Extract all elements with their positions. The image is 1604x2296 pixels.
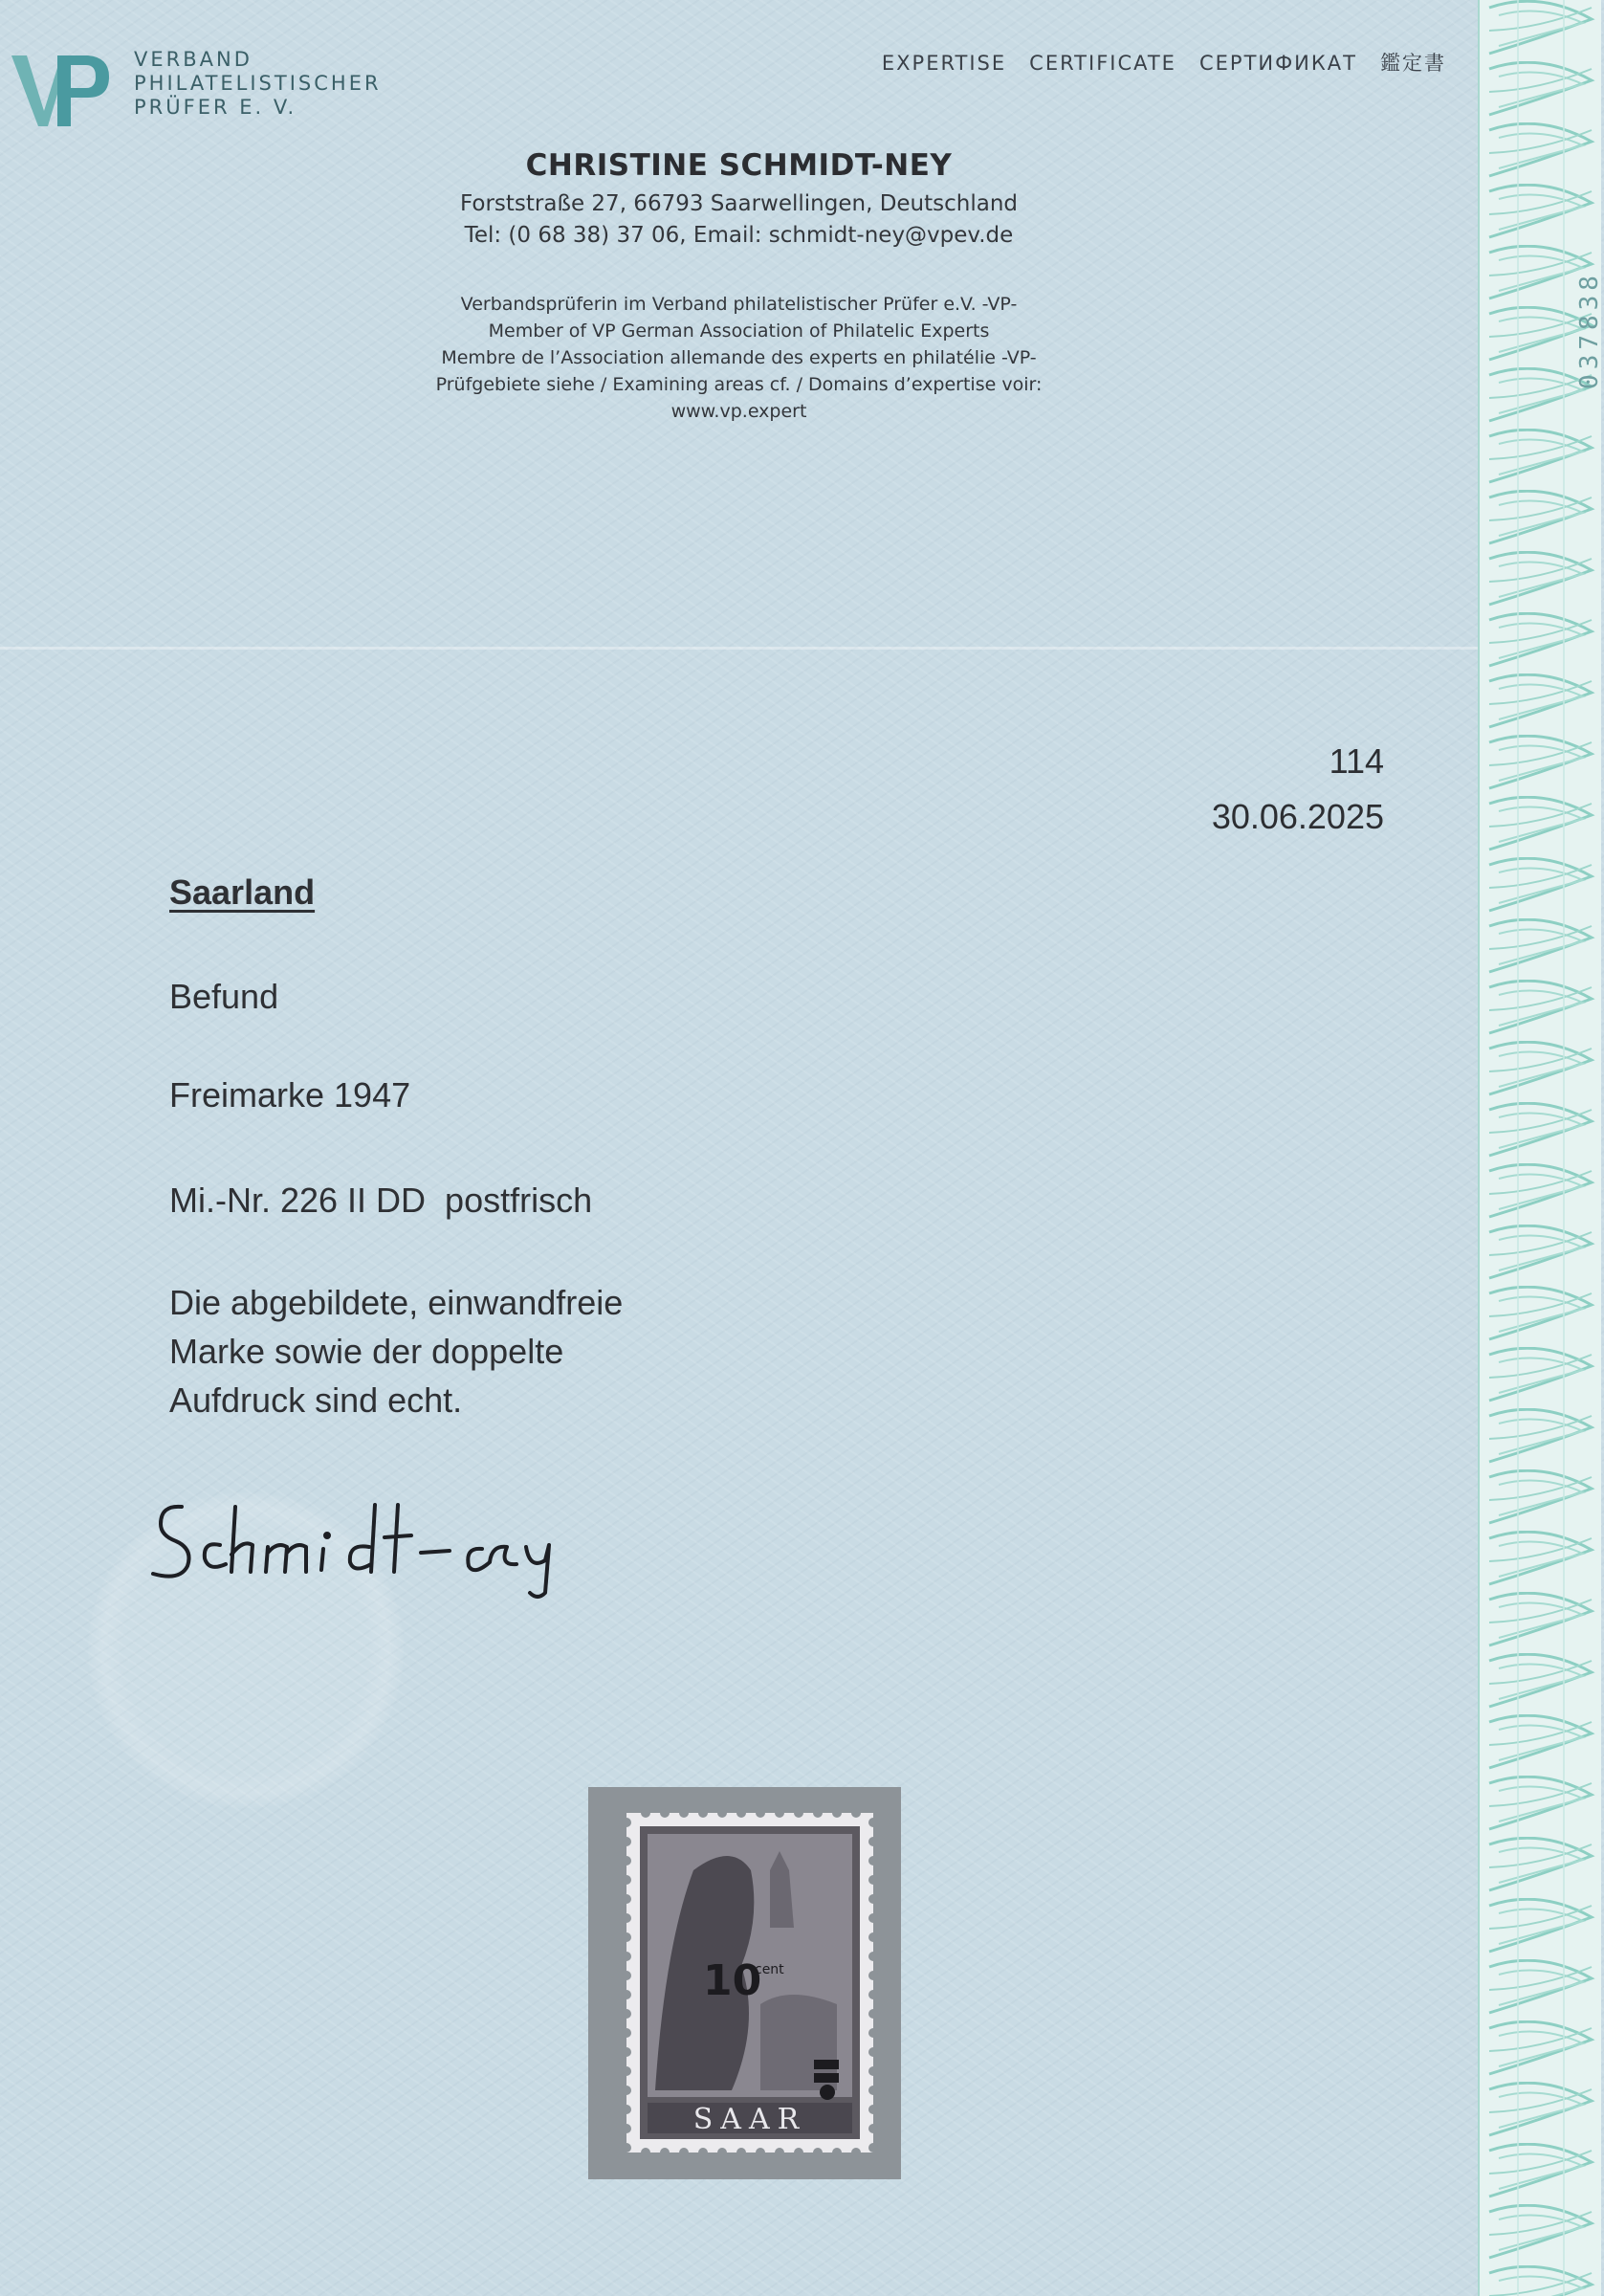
header-certificate: CERTIFICATE (1029, 52, 1176, 75)
header-japanese: 鑑定書 (1380, 52, 1446, 75)
header-expertise: EXPERTISE (881, 52, 1007, 75)
website-link[interactable]: www.vp.expert (670, 401, 807, 422)
serial-number: 037838 (1574, 271, 1604, 389)
expert-address: Forststraße 27, 66793 Saarwellingen, Deutschland (459, 191, 1019, 216)
certificate-date: 30.06.2025 (1211, 797, 1384, 836)
finding-type: Befund (169, 977, 279, 1016)
association-line-3: PRÜFER E. V. (134, 96, 297, 119)
expert-contact: Tel: (0 68 38) 37 06, Email: schmidt-ney@vpev.de (464, 223, 1014, 248)
stamp-country-label: SAAR (692, 2103, 807, 2136)
stamp-image (626, 1813, 873, 2152)
membership-fr: Membre de l’Association allemande des experts en philatélie -VP- (441, 347, 1037, 368)
membership-de: Verbandsprüferin im Verband philatelistischer Prüfer e.V. -VP- (460, 294, 1018, 315)
association-name (134, 48, 382, 120)
overprint-unit: cent (755, 1962, 784, 1977)
handwritten-signature (143, 1478, 679, 1602)
expert-statement (169, 1278, 623, 1424)
certificate-header (859, 48, 1446, 77)
country-heading: Saarland (169, 872, 316, 912)
catalog-number: Mi.-Nr. 226 II DD postfrisch (169, 1181, 593, 1220)
certificate-number: 114 (1329, 741, 1384, 781)
statement-line-2: Marke sowie der doppelte (169, 1332, 564, 1371)
header-russian: СЕРТИФИКАТ (1198, 52, 1357, 75)
stamp-issue: Freimarke 1947 (169, 1075, 411, 1115)
examining-areas: Prüfgebiete siehe / Examining areas cf. / Domains d’expertise voir: (435, 374, 1043, 395)
membership-en: Member of VP German Association of Philatelic Experts (488, 320, 990, 342)
association-line-1: VERBAND (134, 48, 253, 71)
vp-logo-icon (11, 50, 111, 132)
expert-block (0, 148, 1478, 252)
expert-name: CHRISTINE SCHMIDT-NEY (525, 148, 953, 183)
overprint-value: 10 (703, 1956, 762, 2005)
statement-line-3: Aufdruck sind echt. (169, 1380, 463, 1420)
membership-block (0, 291, 1478, 425)
association-line-2: PHILATELISTISCHER (134, 72, 382, 95)
statement-line-1: Die abgebildete, einwandfreie (169, 1283, 624, 1322)
paper-fold (0, 647, 1478, 650)
